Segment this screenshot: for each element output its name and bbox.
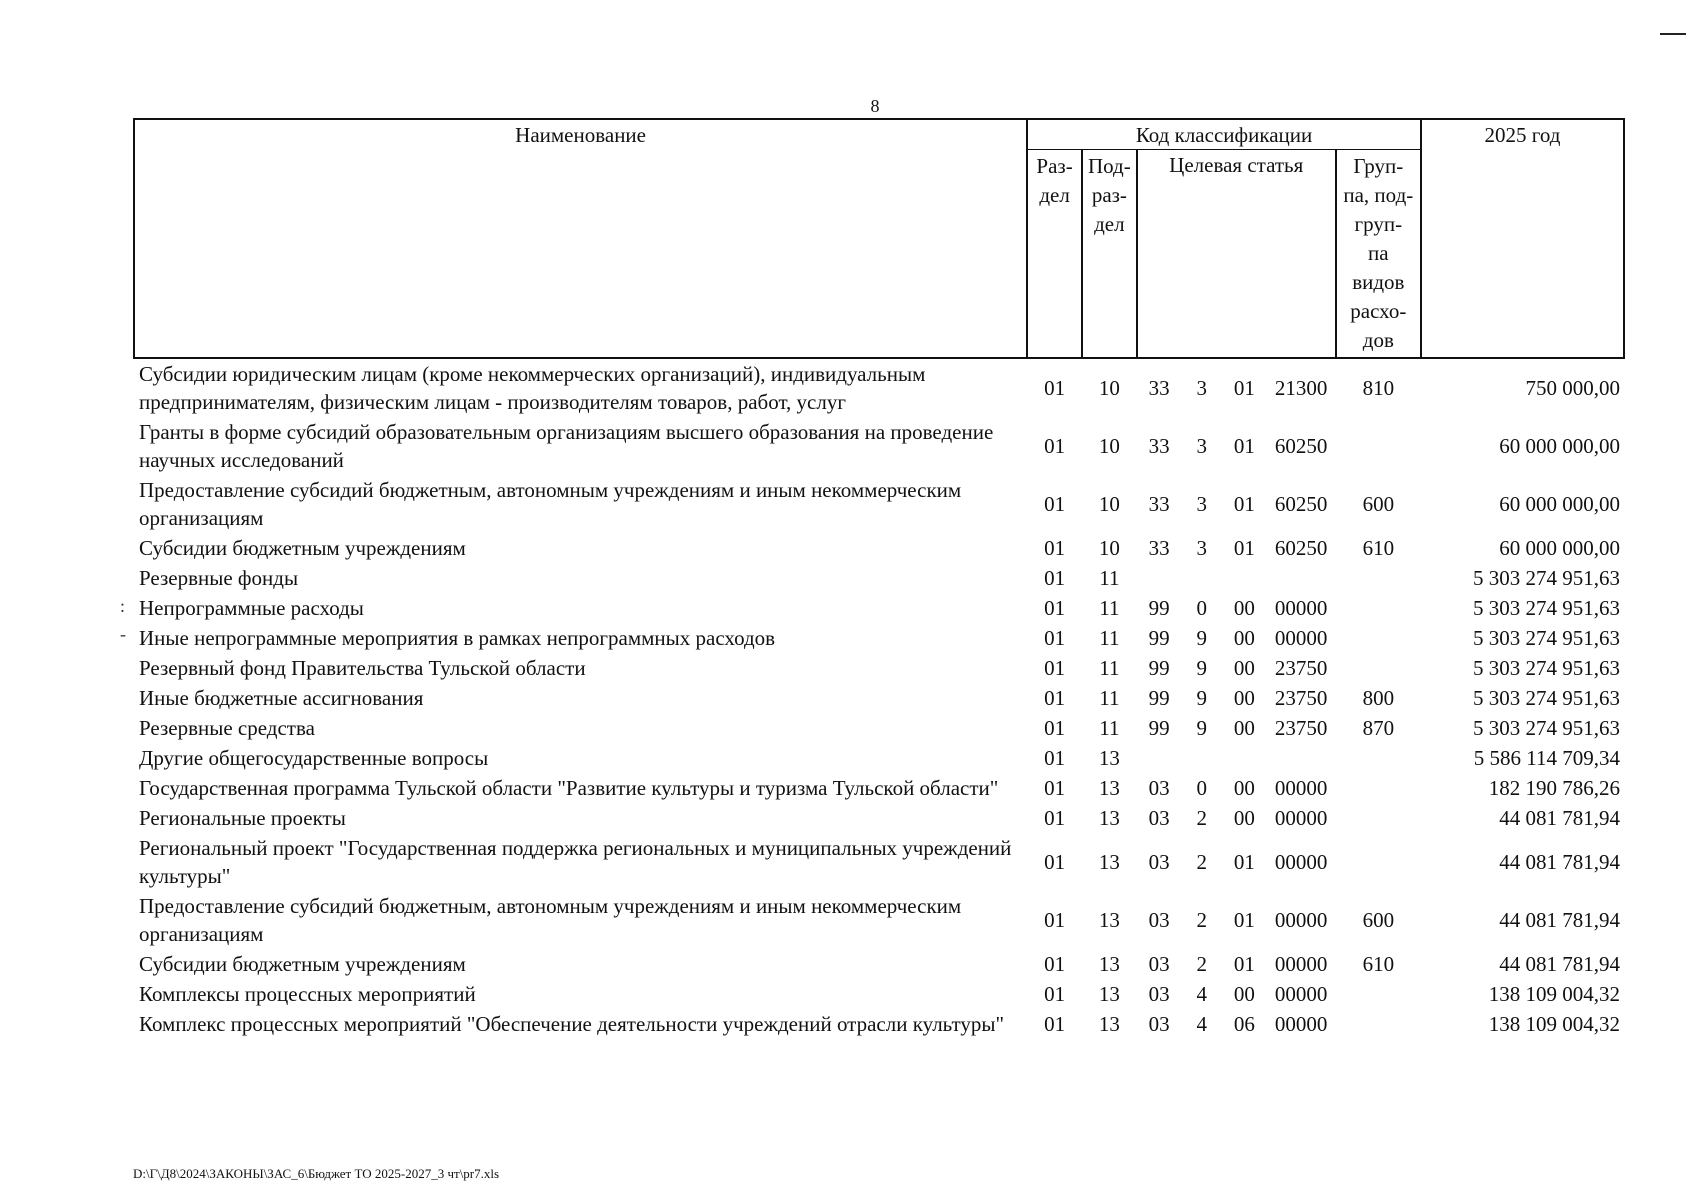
- row-code-vr: 610: [1362, 535, 1395, 560]
- table-row: [134, 1009, 1624, 1039]
- row-amount: 5 303 274 951,63: [1473, 595, 1620, 620]
- row-code-t1: 03: [1148, 1011, 1170, 1036]
- row-code-rz: 01: [1044, 715, 1066, 740]
- row-code-rz: 01: [1044, 907, 1066, 932]
- row-code-vr: [1336, 979, 1421, 1009]
- row-code-t4: 00000: [1274, 951, 1328, 976]
- table-row: [134, 979, 1624, 1009]
- row-code-vr: [1336, 1009, 1421, 1039]
- row-code-t3: 00: [1233, 715, 1255, 740]
- row-code-t2: 3: [1196, 491, 1207, 516]
- row-code-t4: 60250: [1274, 491, 1328, 516]
- row-code-rz: 01: [1044, 951, 1066, 976]
- table-row: [134, 891, 1624, 949]
- row-code-t1: 99: [1148, 655, 1170, 680]
- row-code-vr: [1336, 623, 1421, 653]
- row-amount: 44 081 781,94: [1499, 951, 1620, 976]
- table-row: [134, 593, 1624, 623]
- row-amount: 5 303 274 951,63: [1473, 565, 1620, 590]
- row-code-pr: 13: [1098, 745, 1120, 770]
- row-code-t3: 01: [1233, 907, 1255, 932]
- row-code-t1: 33: [1148, 375, 1170, 400]
- row-code-rz: 01: [1044, 433, 1066, 458]
- row-code-t1: 99: [1148, 685, 1170, 710]
- row-name: Государственная программа Тульской области "Развитие культуры и туризма Тульской области": [139, 776, 999, 800]
- row-code-t3: 00: [1233, 655, 1255, 680]
- row-code-rz: 01: [1044, 745, 1066, 770]
- budget-table: [133, 118, 1625, 1039]
- row-code-t2: [1181, 563, 1222, 593]
- row-name: Иные непрограммные мероприятия в рамках непрограммных расходов: [139, 626, 776, 650]
- row-code-t3: 01: [1233, 535, 1255, 560]
- row-code-rz: 01: [1044, 595, 1066, 620]
- page-number: 8: [870, 96, 880, 116]
- row-code-vr: [1336, 803, 1421, 833]
- row-code-pr: 11: [1099, 685, 1120, 710]
- table-body: [134, 358, 1624, 1039]
- row-code-pr: 10: [1098, 433, 1120, 458]
- row-code-pr: 13: [1098, 907, 1120, 932]
- row-amount: 44 081 781,94: [1499, 849, 1620, 874]
- table-header-row: [134, 119, 1624, 150]
- margin-mark: -: [120, 624, 126, 644]
- table-row: [134, 417, 1624, 475]
- row-code-t3: 01: [1233, 951, 1255, 976]
- row-code-t3: 00: [1233, 595, 1255, 620]
- header-name: Наименование: [134, 119, 1027, 358]
- row-code-t1: 03: [1148, 849, 1170, 874]
- row-code-t3: [1222, 563, 1267, 593]
- row-code-t1: 99: [1148, 595, 1170, 620]
- row-code-rz: 01: [1044, 535, 1066, 560]
- row-code-t1: 03: [1148, 981, 1170, 1006]
- row-code-pr: 11: [1099, 715, 1120, 740]
- row-amount: 60 000 000,00: [1499, 535, 1620, 560]
- row-code-vr: [1336, 833, 1421, 891]
- row-code-t4: 23750: [1274, 685, 1328, 710]
- row-code-vr: 600: [1362, 491, 1395, 516]
- row-name: Другие общегосударственные вопросы: [139, 746, 489, 770]
- row-code-t1: [1137, 743, 1182, 773]
- row-code-t4: 60250: [1274, 433, 1328, 458]
- row-code-t2: 9: [1196, 655, 1207, 680]
- row-code-vr: 810: [1362, 375, 1395, 400]
- row-code-t4: [1267, 743, 1336, 773]
- table-row: [134, 773, 1624, 803]
- row-code-t1: 99: [1148, 625, 1170, 650]
- row-code-pr: 10: [1098, 535, 1120, 560]
- row-code-t1: 03: [1148, 951, 1170, 976]
- row-code-t3: 00: [1233, 805, 1255, 830]
- header-group: Груп- па, под- груп- па видов расхо- дов: [1336, 150, 1421, 359]
- row-code-pr: 11: [1099, 595, 1120, 620]
- row-code-t1: 33: [1148, 433, 1170, 458]
- row-code-vr: 600: [1362, 907, 1395, 932]
- row-code-t3: 01: [1233, 849, 1255, 874]
- row-code-pr: 13: [1098, 1011, 1120, 1036]
- row-amount: 5 303 274 951,63: [1473, 685, 1620, 710]
- row-code-t1: [1137, 563, 1182, 593]
- row-name: Комплексы процессных мероприятий: [139, 982, 476, 1006]
- row-code-t4: 00000: [1274, 981, 1328, 1006]
- table-row: [134, 803, 1624, 833]
- row-code-rz: 01: [1044, 491, 1066, 516]
- row-code-t2: 9: [1196, 685, 1207, 710]
- row-code-vr: 610: [1362, 951, 1395, 976]
- row-code-t2: 0: [1196, 595, 1207, 620]
- row-code-t1: 33: [1148, 535, 1170, 560]
- table-row: [134, 563, 1624, 593]
- file-path: D:\Г\Д8\2024\ЗАКОНЫ\ЗАС_6\Бюджет ТО 2025-2027_3 чт\pr7.xls: [133, 1166, 500, 1181]
- row-code-t2: 4: [1196, 1011, 1207, 1036]
- row-code-t2: 3: [1196, 535, 1207, 560]
- table-row: [134, 358, 1624, 417]
- row-code-t2: 2: [1196, 805, 1207, 830]
- row-code-t4: 60250: [1274, 535, 1328, 560]
- row-code-vr: [1336, 743, 1421, 773]
- row-code-pr: 11: [1099, 565, 1120, 590]
- row-code-t3: 00: [1233, 625, 1255, 650]
- table-row: [134, 833, 1624, 891]
- row-amount: 182 190 786,26: [1488, 775, 1620, 800]
- table-row: [134, 533, 1624, 563]
- table-row: [134, 653, 1624, 683]
- row-amount: 5 586 114 709,34: [1473, 745, 1620, 770]
- row-amount: 44 081 781,94: [1499, 907, 1620, 932]
- row-code-rz: 01: [1044, 625, 1066, 650]
- row-code-pr: 11: [1099, 655, 1120, 680]
- row-name: Предоставление субсидий бюджетным, автономным учреждениям и иным некоммерческим организациям: [139, 894, 962, 946]
- row-name: Гранты в форме субсидий образовательным организациям высшего образования на проведение научных исследований: [139, 420, 994, 472]
- row-name: Региональные проекты: [139, 806, 346, 830]
- row-name: Комплекс процессных мероприятий "Обеспечение деятельности учреждений отрасли культуры": [139, 1012, 1005, 1036]
- margin-mark: :: [120, 596, 126, 616]
- row-code-pr: 13: [1098, 805, 1120, 830]
- row-amount: 750 000,00: [1525, 375, 1620, 400]
- row-code-t4: [1267, 563, 1336, 593]
- row-code-vr: [1336, 593, 1421, 623]
- row-code-rz: 01: [1044, 655, 1066, 680]
- table-row: [134, 713, 1624, 743]
- row-code-rz: 01: [1044, 685, 1066, 710]
- row-code-rz: 01: [1044, 805, 1066, 830]
- row-code-t1: 03: [1148, 805, 1170, 830]
- row-name: Субсидии бюджетным учреждениям: [139, 536, 466, 560]
- row-code-t4: 00000: [1274, 1011, 1328, 1036]
- table-row: [134, 683, 1624, 713]
- row-code-t4: 00000: [1274, 907, 1328, 932]
- row-amount: 60 000 000,00: [1499, 491, 1620, 516]
- row-code-vr: [1336, 563, 1421, 593]
- row-code-t4: 00000: [1274, 805, 1328, 830]
- row-amount: 44 081 781,94: [1499, 805, 1620, 830]
- row-amount: 5 303 274 951,63: [1473, 715, 1620, 740]
- row-code-t4: 00000: [1274, 625, 1328, 650]
- row-code-rz: 01: [1044, 1011, 1066, 1036]
- row-code-t4: 00000: [1274, 849, 1328, 874]
- row-name: Резервный фонд Правительства Тульской области: [139, 656, 586, 680]
- row-amount: 60 000 000,00: [1499, 433, 1620, 458]
- row-code-t3: 01: [1233, 433, 1255, 458]
- corner-mark: [1660, 33, 1686, 35]
- row-code-t4: 21300: [1274, 375, 1328, 400]
- row-name: Субсидии бюджетным учреждениям: [139, 952, 466, 976]
- row-code-t2: 2: [1196, 907, 1207, 932]
- row-code-pr: 13: [1098, 951, 1120, 976]
- row-code-t3: [1222, 743, 1267, 773]
- row-code-t2: 3: [1196, 433, 1207, 458]
- row-name: Региональный проект "Государственная поддержка региональных и муниципальных учреждений культуры": [139, 836, 1012, 888]
- header-razdel: Раз- дел: [1027, 150, 1082, 359]
- row-code-t2: 3: [1196, 375, 1207, 400]
- row-code-t3: 00: [1233, 685, 1255, 710]
- row-code-pr: 13: [1098, 981, 1120, 1006]
- row-code-t2: 4: [1196, 981, 1207, 1006]
- row-code-t1: 03: [1148, 775, 1170, 800]
- row-code-vr: 800: [1362, 685, 1395, 710]
- row-code-t3: 00: [1233, 775, 1255, 800]
- row-code-t2: 9: [1196, 625, 1207, 650]
- row-amount: 138 109 004,32: [1488, 1011, 1620, 1036]
- row-code-t2: 2: [1196, 951, 1207, 976]
- header-year: 2025 год: [1421, 119, 1624, 358]
- row-code-pr: 13: [1098, 775, 1120, 800]
- header-target: Целевая статья: [1137, 150, 1336, 359]
- row-code-rz: 01: [1044, 565, 1066, 590]
- row-code-pr: 10: [1098, 491, 1120, 516]
- row-code-rz: 01: [1044, 775, 1066, 800]
- row-code-pr: 10: [1098, 375, 1120, 400]
- header-code: Код классификации: [1027, 119, 1421, 150]
- row-code-t2: 0: [1196, 775, 1207, 800]
- row-code-t3: 00: [1233, 981, 1255, 1006]
- row-code-rz: 01: [1044, 375, 1066, 400]
- row-code-pr: 11: [1099, 625, 1120, 650]
- row-code-t3: 01: [1233, 375, 1255, 400]
- row-code-t4: 00000: [1274, 595, 1328, 620]
- row-code-t3: 06: [1233, 1011, 1255, 1036]
- row-name: Субсидии юридическим лицам (кроме некоммерческих организаций), индивидуальным предпринимателям, физическим лицам - производителям товаров, работ, услуг: [139, 362, 926, 414]
- row-code-vr: 870: [1362, 715, 1395, 740]
- row-code-t1: 99: [1148, 715, 1170, 740]
- row-name: Иные бюджетные ассигнования: [139, 686, 424, 710]
- row-code-t1: 03: [1148, 907, 1170, 932]
- row-code-rz: 01: [1044, 981, 1066, 1006]
- row-code-t2: 2: [1196, 849, 1207, 874]
- table-row: [134, 949, 1624, 979]
- row-code-t2: [1181, 743, 1222, 773]
- row-code-t3: 01: [1233, 491, 1255, 516]
- table-row: [134, 743, 1624, 773]
- row-name: Предоставление субсидий бюджетным, автономным учреждениям и иным некоммерческим организациям: [139, 478, 962, 530]
- row-code-t4: 23750: [1274, 655, 1328, 680]
- row-name: Резервные средства: [139, 716, 315, 740]
- table-row: [134, 623, 1624, 653]
- row-amount: 138 109 004,32: [1488, 981, 1620, 1006]
- row-code-pr: 13: [1098, 849, 1120, 874]
- row-name: Непрограммные расходы: [139, 596, 364, 620]
- row-code-rz: 01: [1044, 849, 1066, 874]
- row-amount: 5 303 274 951,63: [1473, 655, 1620, 680]
- row-code-vr: [1336, 773, 1421, 803]
- row-name: Резервные фонды: [139, 566, 299, 590]
- row-code-vr: [1336, 653, 1421, 683]
- row-code-t4: 23750: [1274, 715, 1328, 740]
- row-code-t4: 00000: [1274, 775, 1328, 800]
- row-amount: 5 303 274 951,63: [1473, 625, 1620, 650]
- row-code-vr: [1336, 417, 1421, 475]
- row-code-t2: 9: [1196, 715, 1207, 740]
- header-podrazdel: Под- раз- дел: [1082, 150, 1137, 359]
- table-row: [134, 475, 1624, 533]
- row-code-t1: 33: [1148, 491, 1170, 516]
